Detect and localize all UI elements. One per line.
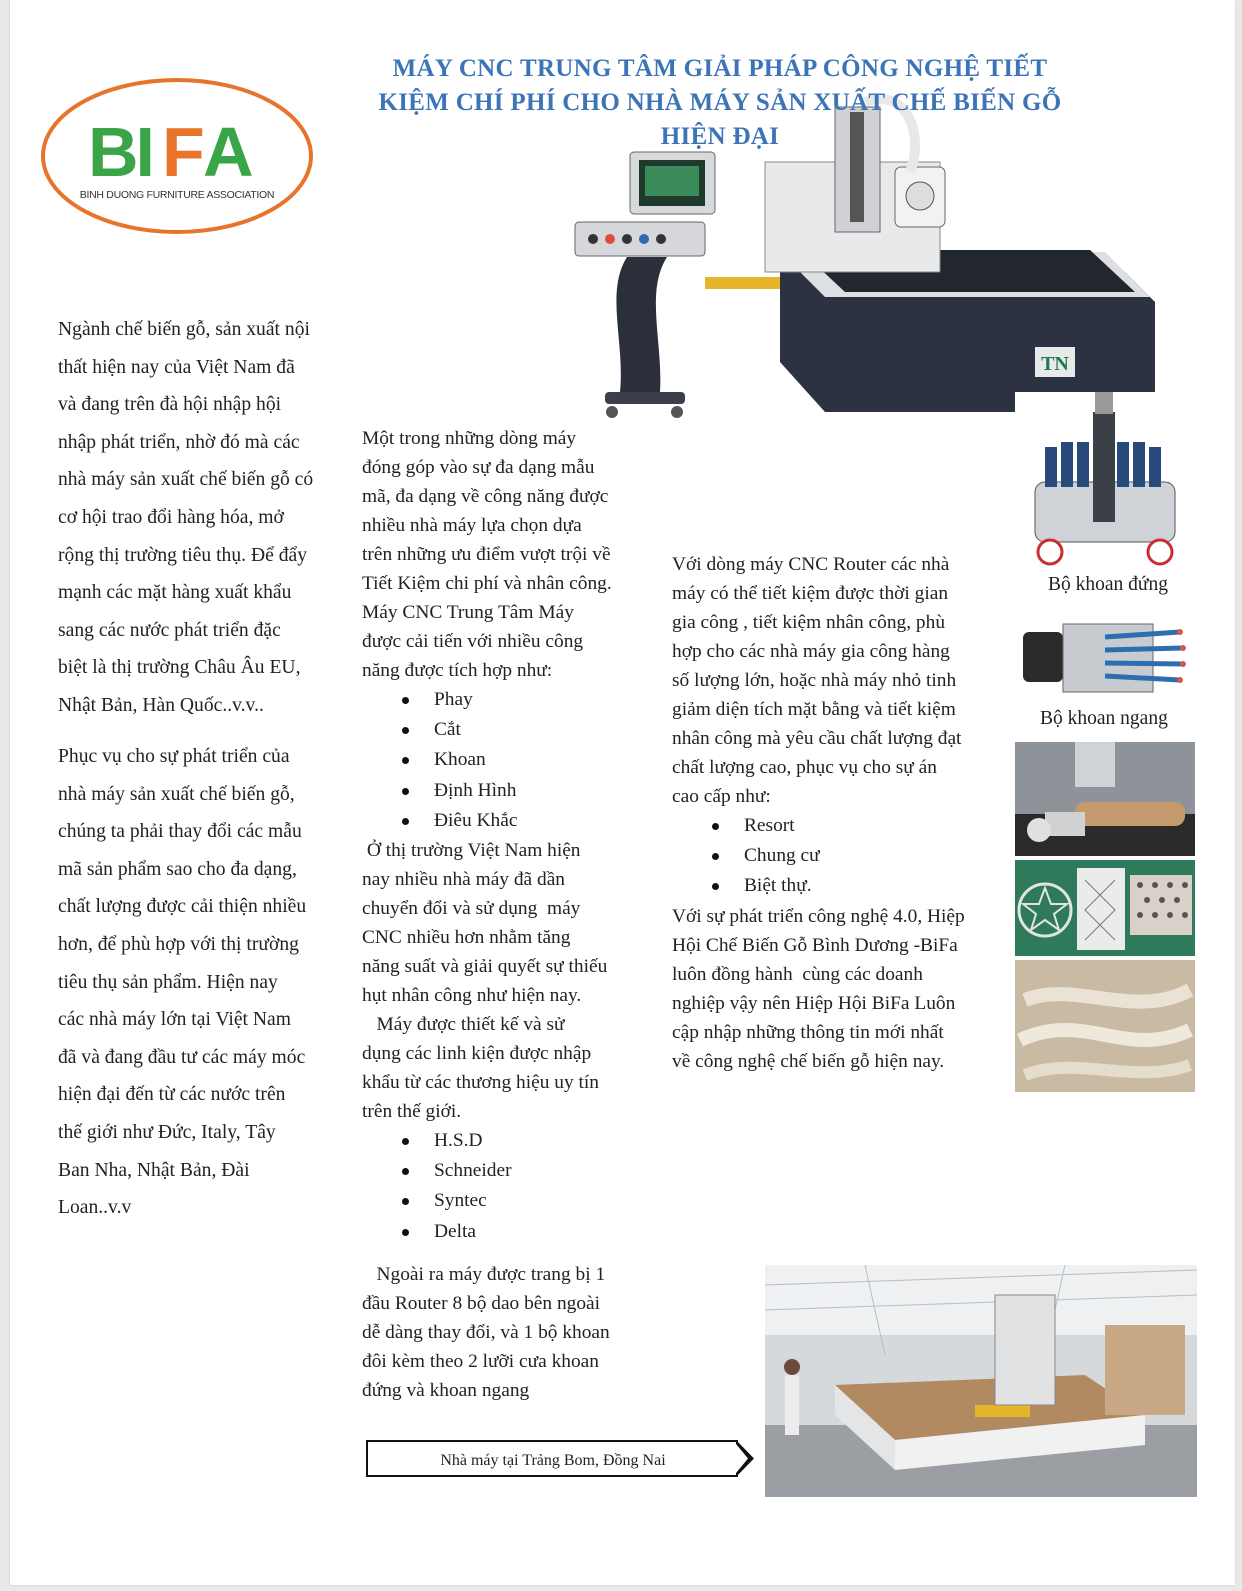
text-line: cơ hội trao đổi hàng hóa, mở: [58, 506, 284, 528]
svg-text:BI: BI: [88, 113, 152, 191]
text-line: rộng thị trường tiêu thụ. Để đẩy: [58, 544, 307, 566]
text-line: giảm diện tích mặt bằng và tiết kiệm: [672, 699, 956, 720]
list-item: Cắt: [362, 715, 662, 745]
caption-arrow-tip: [736, 1440, 756, 1477]
development-paragraph: [58, 738, 340, 1227]
text-line: đôi kèm theo 2 lưỡi cưa khoan: [362, 1351, 599, 1372]
factory-caption-text: Nhà máy tại Trảng Bom, Đồng Nai: [440, 1452, 666, 1469]
text-line: năng được tích hợp như:: [362, 660, 553, 681]
text-line: nhiều nhà máy lựa chọn dựa: [362, 515, 582, 536]
project-list: [672, 811, 1012, 902]
title-line: KIỆM CHÍ PHÍ CHO NHÀ MÁY SẢN XUẤT CHẾ BIẾN GỖ: [378, 89, 1062, 116]
intro-paragraph: [58, 311, 340, 725]
text-line: chúng ta phải thay đổi các mẫu: [58, 821, 302, 843]
text-line: thế giới như Đức, Italy, Tây: [58, 1121, 276, 1143]
list-item: Chung cư: [672, 841, 1012, 871]
title-line: HIỆN ĐẠI: [660, 123, 780, 150]
text-line: đã và đang đầu tư các máy móc: [58, 1046, 306, 1068]
text-line: Nhật Bản, Hàn Quốc..v.v..: [58, 694, 264, 716]
text-line: mạnh các mặt hàng xuất khẩu: [58, 582, 292, 604]
factory-photo: [765, 1265, 1197, 1497]
list-item: H.S.D: [362, 1126, 662, 1156]
vertical-drill-caption: Bộ khoan đứng: [1048, 574, 1168, 595]
text-line: Ở thị trường Việt Nam hiện: [362, 840, 581, 862]
router-benefits: [672, 550, 1012, 1076]
function-list: [362, 685, 662, 836]
text-line: sang các nước phát triển đặc: [58, 619, 281, 641]
text-line: về công nghệ chế biến gỗ hiện nay.: [672, 1050, 945, 1072]
text-line: đóng góp vào sự đa dạng mẫu: [362, 457, 595, 478]
text-line: biệt là thị trường Châu Âu EU,: [58, 657, 301, 679]
text-line: mã, đa dạng về công năng được: [362, 486, 609, 507]
text-line: đầu Router 8 bộ dao bên ngoài: [362, 1293, 601, 1314]
factory-caption: [366, 1440, 738, 1477]
list-item: Schneider: [362, 1156, 662, 1186]
list-item: Định Hình: [362, 776, 662, 806]
text-line: chất lượng được cải thiện nhiều: [58, 896, 307, 918]
list-item: Khoan: [362, 745, 662, 775]
text-line: hơn, để phù hợp với thị trường: [58, 933, 299, 955]
text-line: số lượng lớn, hoặc nhà máy nhỏ tinh: [672, 670, 957, 691]
bifa-logo: [40, 76, 315, 236]
text-line: Ngoài ra máy được trang bị 1: [362, 1264, 606, 1285]
text-line: nhập phát triển, nhờ đó mà các: [58, 431, 300, 453]
list-item: Biệt thự.: [672, 871, 1012, 901]
text-line: Hội Chế Biến Gỗ Bình Dương -BiFa: [672, 934, 958, 956]
text-line: nay nhiều nhà máy đã dần: [362, 869, 565, 891]
text-line: Một trong những dòng máy: [362, 428, 577, 449]
text-line: Máy được thiết kế và sử: [362, 1014, 565, 1036]
text-line: máy có thể tiết kiệm được thời gian: [672, 583, 949, 604]
text-line: Với dòng máy CNC Router các nhà: [672, 554, 950, 575]
text-line: dụng các linh kiện được nhập: [362, 1043, 592, 1065]
text-line: CNC nhiều hơn nhằm tăng: [362, 927, 571, 949]
text-line: Tiết Kiệm chi phí và nhân công.: [362, 573, 612, 594]
svg-text:BINH DUONG FURNITURE ASSOCIATI: BINH DUONG FURNITURE ASSOCIATION: [79, 189, 275, 201]
text-line: thất hiện nay của Việt Nam đã: [58, 356, 295, 378]
text-line: dễ dàng thay đổi, và 1 bộ khoan: [362, 1322, 610, 1343]
svg-text:F: F: [162, 113, 202, 191]
text-line: Với sự phát triển công nghệ 4.0, Hiệp: [672, 905, 965, 927]
text-line: Loan..v.v: [58, 1197, 132, 1219]
text-line: nhân công mà yêu cầu chất lượng đạt: [672, 728, 962, 749]
router-spindle-image: [1015, 742, 1195, 856]
text-line: chất lượng cao, phục vụ cho sự án: [672, 757, 937, 778]
text-line: Máy CNC Trung Tâm Máy: [362, 602, 574, 623]
text-line: và đang trên đà hội nhập hội: [58, 394, 282, 416]
router-description: [362, 1260, 662, 1405]
text-line: trên thế giới.: [362, 1101, 462, 1123]
text-line: năng suất và giải quyết sự thiếu: [362, 956, 608, 978]
vertical-drill-image: [1015, 392, 1191, 580]
text-line: đứng và khoan ngang: [362, 1380, 530, 1401]
page-title: [340, 52, 1100, 154]
text-line: hợp cho các nhà máy gia công hàng: [672, 641, 950, 662]
text-line: cao cấp như:: [672, 786, 771, 807]
text-line: nhà máy sản xuất chế biến gỗ,: [58, 783, 295, 805]
horizontal-drill-caption: Bộ khoan ngang: [1040, 708, 1168, 729]
list-item: Delta: [362, 1217, 662, 1247]
text-line: chuyển đổi và sử dụng máy: [362, 898, 581, 920]
text-line: hụt nhân công như hiện nay.: [362, 985, 582, 1007]
text-line: tiêu thụ sản phẩm. Hiện nay: [58, 971, 278, 993]
text-line: cập nhập những thông tin mới nhất: [672, 1021, 944, 1043]
horizontal-drill-image: [1015, 602, 1191, 710]
text-line: gia công , tiết kiệm nhân công, phù: [672, 612, 946, 633]
cnc-description: [362, 424, 662, 1247]
text-line: nhà máy sản xuất chế biến gỗ có: [58, 469, 314, 491]
text-line: luôn đồng hành cùng các doanh: [672, 963, 923, 985]
text-line: Ngành chế biến gỗ, sản xuất nội: [58, 319, 310, 340]
text-line: nghiệp vậy nên Hiệp Hội BiFa Luôn: [672, 992, 956, 1014]
text-line: các nhà máy lớn tại Việt Nam: [58, 1009, 291, 1031]
document-page: [10, 0, 1235, 1585]
title-line: MÁY CNC TRUNG TÂM GIẢI PHÁP CÔNG NGHỆ TIẾT: [392, 55, 1048, 82]
list-item: Syntec: [362, 1186, 662, 1216]
list-item: Phay: [362, 685, 662, 715]
brand-list: [362, 1126, 662, 1247]
svg-text:A: A: [203, 113, 251, 191]
text-line: được cải tiến với nhiều công: [362, 631, 584, 652]
list-item: Điêu Khắc: [362, 806, 662, 836]
carved-panels-image: [1015, 860, 1195, 956]
text-line: mã sản phẩm sao cho đa dạng,: [58, 858, 297, 880]
text-line: trên những ưu điểm vượt trội về: [362, 544, 611, 565]
text-line: Phục vụ cho sự phát triển của: [58, 746, 290, 767]
list-item: Resort: [672, 811, 1012, 841]
text-line: hiện đại đến từ các nước trên: [58, 1084, 286, 1106]
text-line: khẩu từ các thương hiệu uy tín: [362, 1072, 599, 1094]
text-line: Ban Nha, Nhật Bản, Đài: [58, 1159, 250, 1181]
wooden-parts-image: [1015, 960, 1195, 1092]
machine-badge: TN: [1041, 353, 1069, 375]
